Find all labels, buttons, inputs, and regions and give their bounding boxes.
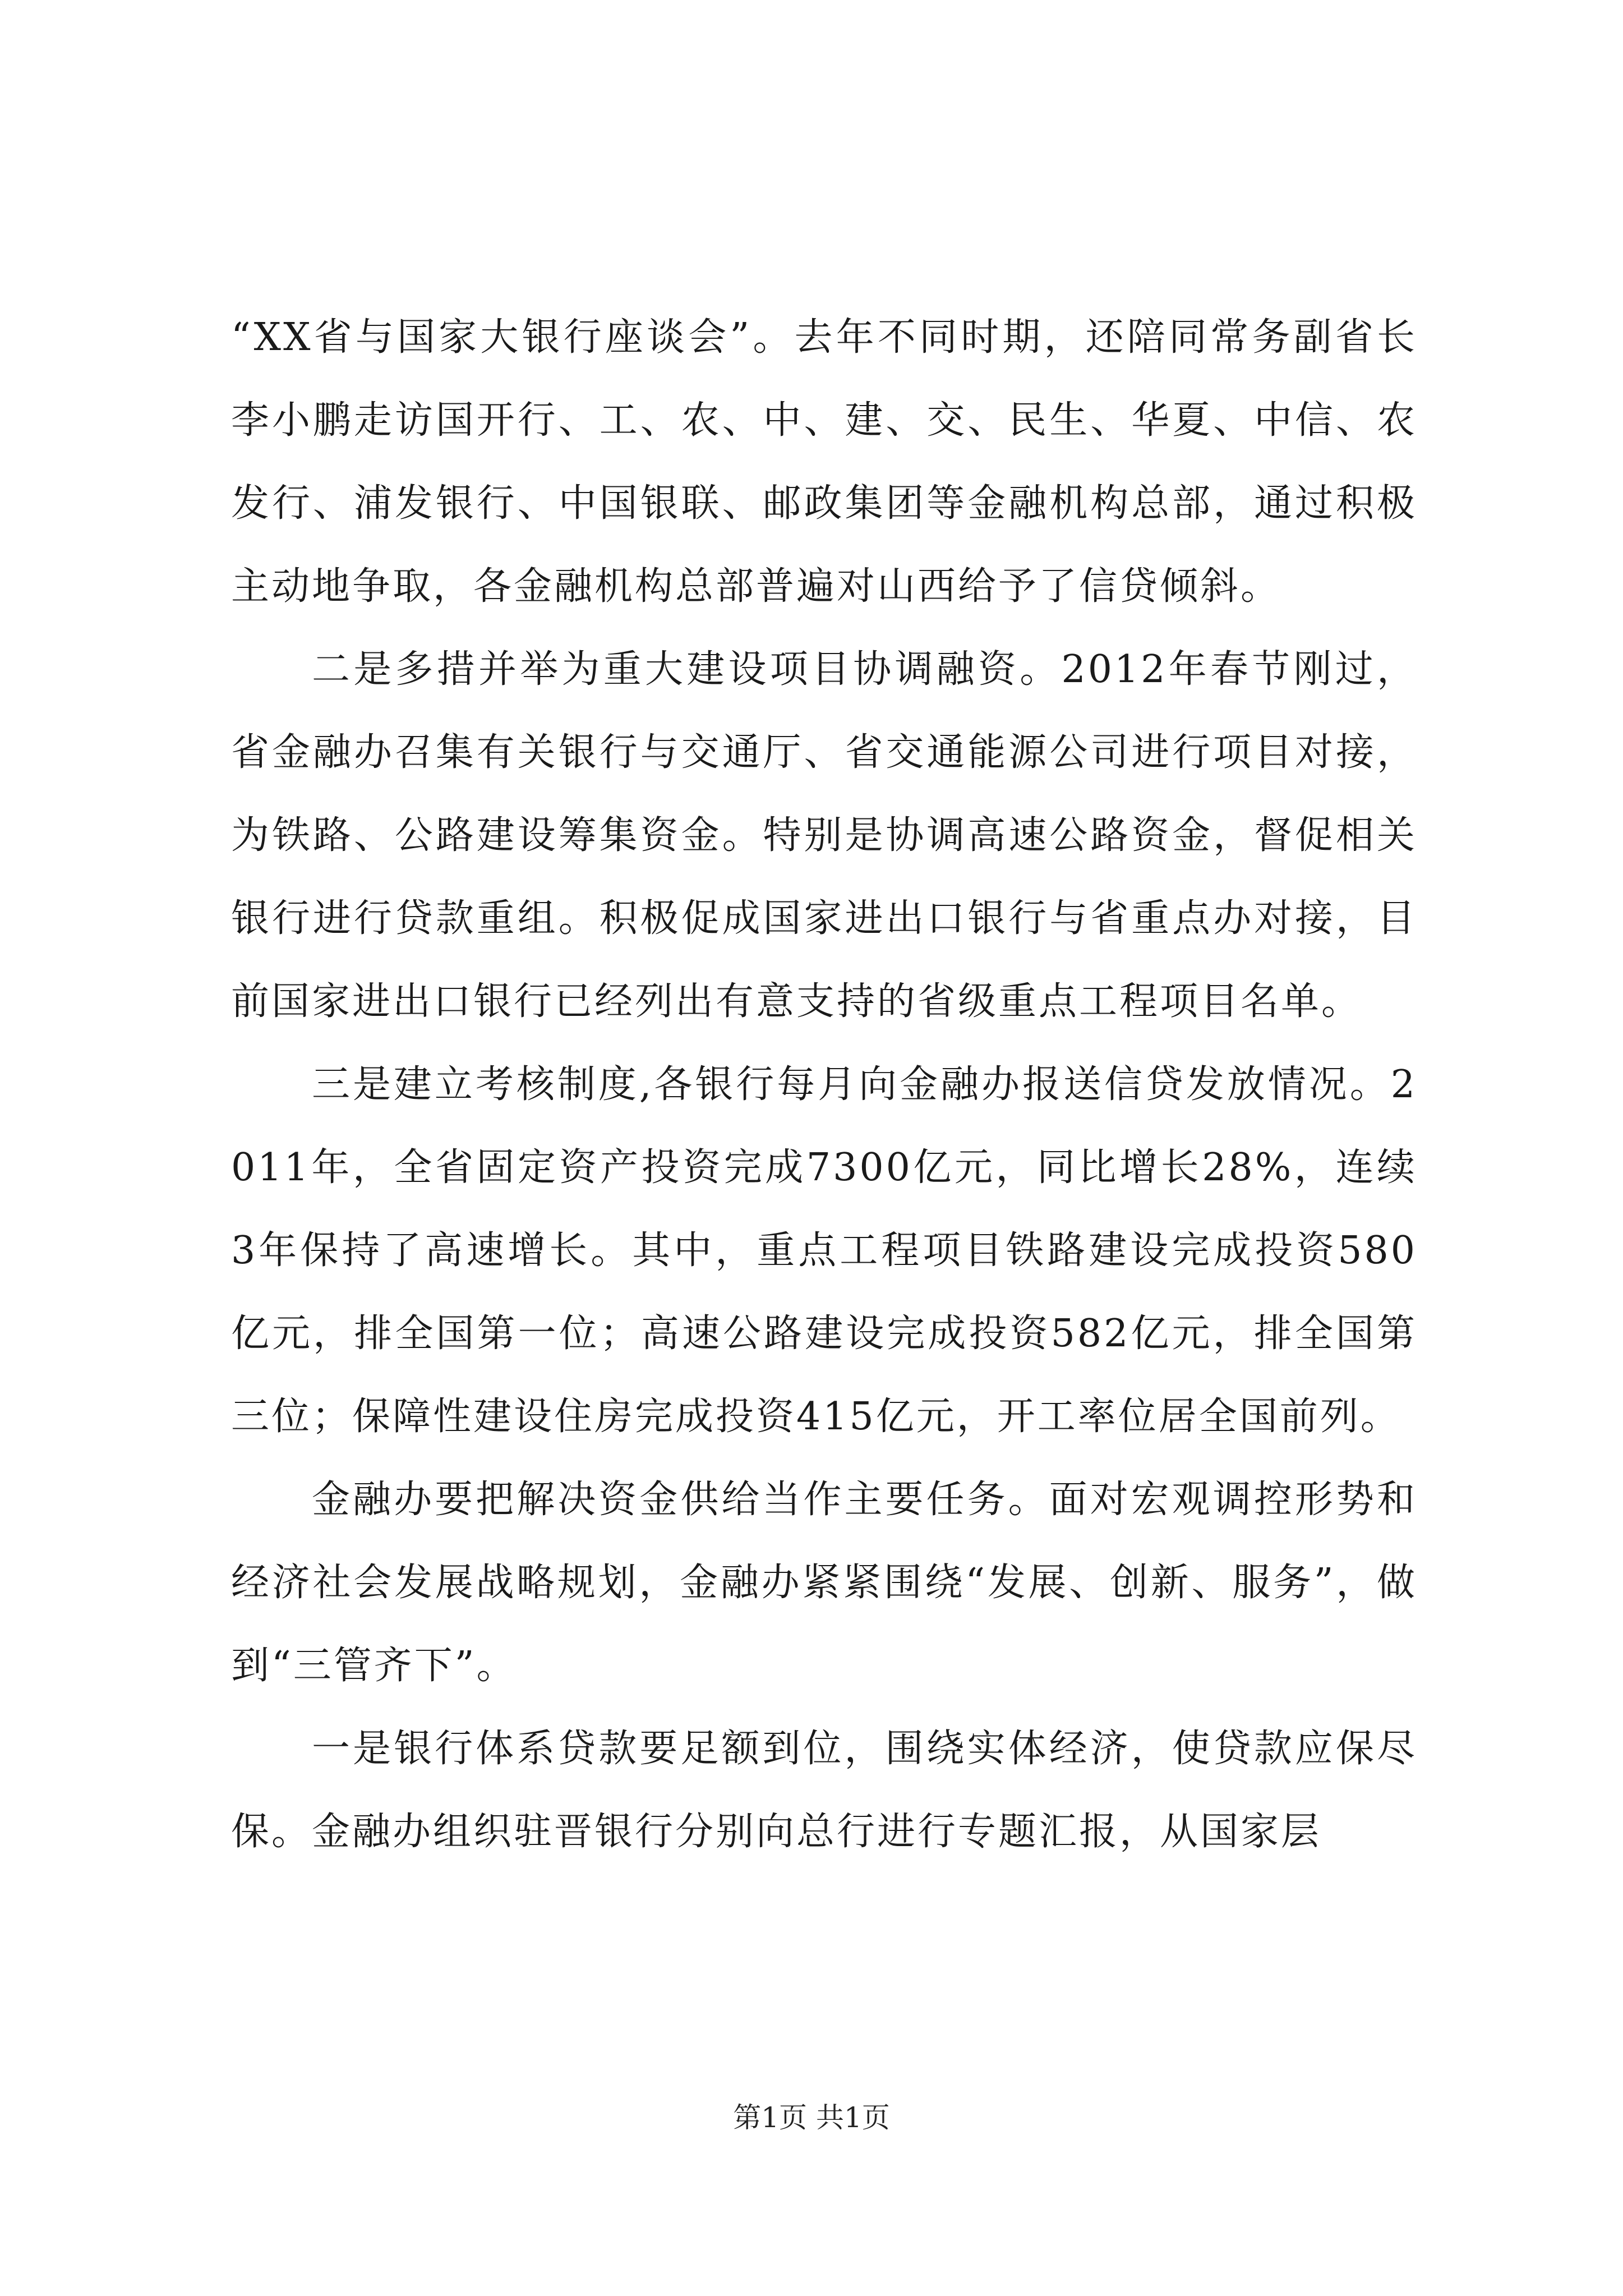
paragraph-3: 三是建立考核制度,各银行每月向金融办报送信贷发放情况。2011年，全省固定资产投资完成7300亿元，同比增长28%，连续3年保持了高速增长。其中，重点工程项目铁路建设完成投资580亿元，排全国第一位；高速公路建设完成投资582亿元，排全国第三位；保障性建设住房完成投资415亿元，开工率位居全国前列。	[231, 1062, 1417, 1439]
paragraph-2: 二是多措并举为重大建设项目协调融资。2012年春节刚过，省金融办召集有关银行与交通厅、省交通能源公司进行项目对接，为铁路、公路建设筹集资金。特别是协调高速公路资金，督促相关银行进行贷款重组。积极促成国家进出口银行与省重点办对接，目前国家进出口银行已经列出有意支持的省级重点工程项目名单。	[231, 647, 1417, 1024]
document-body	[231, 296, 1417, 1874]
paragraph-5: 一是银行体系贷款要足额到位，围绕实体经济，使贷款应保尽保。金融办组织驻晋银行分别向总行进行专题汇报，从国家层	[231, 1727, 1417, 1854]
paragraph-4: 金融办要把解决资金供给当作主要任务。面对宏观调控形势和经济社会发展战略规划，金融办紧紧围绕“发展、创新、服务”，做到“三管齐下”。	[231, 1478, 1417, 1688]
paragraph-1: “XX省与国家大银行座谈会”。去年不同时期，还陪同常务副省长李小鹏走访国开行、工、农、中、建、交、民生、华夏、中信、农发行、浦发银行、中国银联、邮政集团等金融机构总部，通过积极主动地争取，各金融机构总部普遍对山西给予了信贷倾斜。	[231, 315, 1417, 609]
page-footer: 第1页 共1页	[733, 2101, 890, 2134]
